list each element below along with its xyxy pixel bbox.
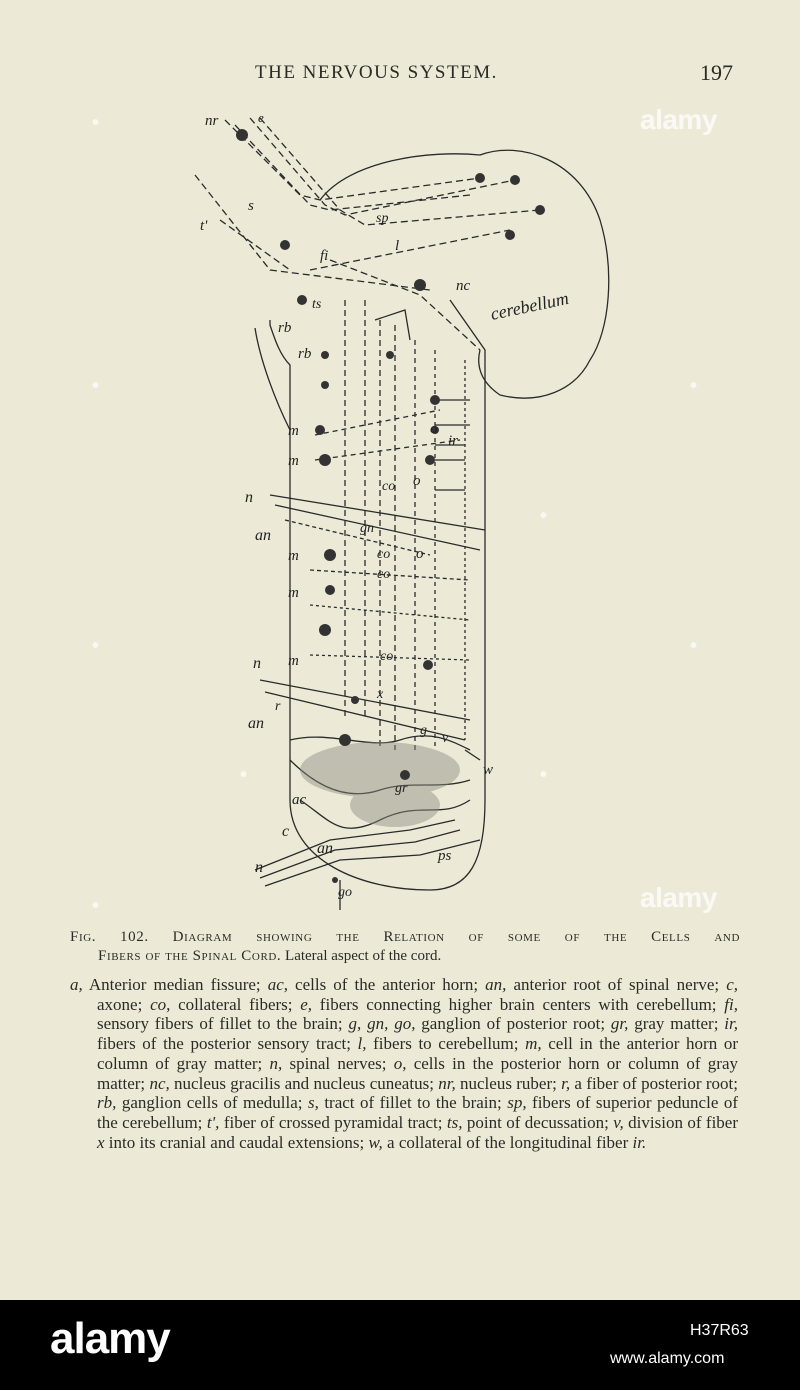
legend-description: Anterior median fissure; [82, 975, 268, 994]
label-m-5: m [288, 653, 299, 669]
legend-description: ganglion cells of medulla; [116, 1093, 308, 1113]
label-co-3: co [377, 567, 391, 582]
legend-term: an, [485, 975, 507, 994]
legend-term: c, [726, 975, 738, 994]
label-an-3: an [317, 840, 333, 857]
label-o-1: o [430, 421, 438, 437]
page-number: 197 [700, 60, 733, 85]
caption-line-2 [70, 947, 740, 966]
label-ps: ps [438, 848, 452, 864]
label-c: c [282, 823, 290, 840]
image-id: H37R63 [690, 1322, 749, 1339]
label-n-2: n [253, 655, 261, 672]
watermark-dot: • [92, 895, 100, 917]
legend-description: anterior root of spinal nerve; [506, 975, 727, 994]
label-t-prime: t' [200, 218, 208, 234]
legend-item [358, 1034, 526, 1053]
legend-term: ac, [267, 975, 288, 994]
footer-logo: alamy [50, 1314, 170, 1363]
watermark-dot: • [540, 764, 548, 786]
legend-term: co, [150, 994, 171, 1014]
legend-description: fiber of crossed pyramidal tract; [219, 1112, 447, 1132]
legend-term: a, [70, 975, 83, 994]
page-title: THE NERVOUS SYSTEM. [255, 62, 498, 83]
legend-description: sensory fibers of fillet to the brain; [97, 1014, 349, 1034]
legend-description: axone; [97, 994, 151, 1014]
label-rb-2: rb [298, 346, 312, 362]
watermark-dot: • [240, 764, 248, 786]
label-o-2: o [413, 473, 421, 489]
label-l: l [395, 238, 400, 254]
label-sp: sp [376, 211, 389, 226]
label-ac: ac [292, 792, 307, 808]
watermark-dot: • [92, 375, 100, 397]
legend-paragraph [70, 975, 738, 1152]
legend-description: into its cranial and caudal extensions; [104, 1132, 369, 1152]
legend-description: fibers of superior peduncle of the cerebellum; [97, 1093, 738, 1132]
label-r: r [275, 699, 281, 714]
label-nr: nr [205, 113, 219, 129]
legend-description: division of fiber [623, 1112, 738, 1132]
spinal-cord-diagram [180, 100, 620, 920]
legend-description: cells in the posterior horn or column of gray matter; [97, 1053, 738, 1093]
legend-description: ganglion of posterior root; [415, 1014, 611, 1034]
watermark-middle: alamy [640, 882, 717, 913]
label-m-4: m [288, 585, 299, 601]
legend-description: spinal nerves; [282, 1053, 394, 1073]
legend-item [613, 1113, 738, 1132]
legend-item [97, 1133, 368, 1152]
legend-description: nucleus ruber; [455, 1073, 562, 1093]
figure-caption [70, 928, 740, 966]
legend-description: cells of the anterior horn; [288, 975, 486, 994]
legend-description: tract of fillet to the brain; [318, 1093, 508, 1113]
legend-item [633, 1133, 647, 1152]
legend-term: rb, [97, 1093, 117, 1113]
label-nc: nc [456, 278, 471, 294]
watermark-dot: • [690, 375, 698, 397]
label-n-1: n [245, 489, 253, 506]
legend-term: nc, [149, 1073, 170, 1093]
label-v: v [442, 731, 449, 746]
legend-description: fibers to cerebellum; [366, 1034, 526, 1054]
legend-term: m, [525, 1034, 542, 1054]
legend-description: nucleus gracilis and nucleus cuneatus; [169, 1073, 439, 1093]
stock-footer [0, 1300, 800, 1390]
caption-title-part: Fibers of the Spinal Cord. [98, 948, 282, 964]
legend-item [438, 1074, 561, 1093]
legend-description: gray matter; [628, 1014, 725, 1034]
legend-item [561, 1074, 738, 1093]
legend-item [268, 975, 485, 994]
legend-term: e, [300, 994, 313, 1014]
legend-description: a collateral of the longitudinal fiber [382, 1132, 633, 1152]
legend-term: x [97, 1132, 105, 1152]
legend-term: sp, [507, 1093, 527, 1113]
legend-item [447, 1113, 613, 1132]
legend-description: fibers of the posterior sensory tract; [97, 1034, 358, 1054]
legend-term: s, [307, 1093, 319, 1113]
legend-term: w, [368, 1132, 383, 1152]
legend-term: o, [393, 1053, 407, 1073]
label-ir: ir [448, 433, 459, 449]
legend-description: point of decussation; [462, 1112, 614, 1132]
label-ts: ts [312, 297, 322, 312]
label-m-3: m [288, 548, 299, 564]
legend-item [485, 975, 726, 994]
label-n-3: n [255, 859, 263, 876]
legend-description: collateral fibers; [170, 994, 301, 1014]
legend-item [97, 1093, 308, 1112]
caption-description: Lateral aspect of the cord. [281, 948, 442, 964]
legend-item [150, 995, 300, 1014]
legend-item [611, 1014, 724, 1033]
legend-item [300, 995, 724, 1014]
legend-item [70, 975, 268, 994]
label-rb-1: rb [278, 320, 292, 336]
legend-term: l, [357, 1034, 367, 1054]
legend-item [270, 1054, 394, 1073]
legend-term: r, [561, 1073, 571, 1093]
label-g: g [420, 723, 427, 738]
label-w: w [483, 762, 494, 778]
label-co-1: co [382, 479, 396, 494]
legend-item [368, 1133, 632, 1152]
watermark-dot: • [690, 635, 698, 657]
legend-term: ts, [446, 1112, 463, 1132]
label-o-3: o [416, 546, 424, 562]
label-x: x [377, 687, 384, 702]
label-cerebellum: cerebellum [488, 287, 571, 324]
label-go: go [338, 885, 352, 900]
label-gn: gn [360, 521, 374, 536]
label-m-1: m [288, 423, 299, 439]
legend-term: n, [269, 1053, 283, 1073]
caption-line-1: Fig. 102. Diagram showing the Relation of some of the Cells and [70, 929, 740, 945]
watermark-dot: • [92, 112, 100, 134]
label-e: e [258, 110, 264, 125]
legend-term: ir, [724, 1014, 738, 1034]
figure-legend [70, 975, 738, 1152]
legend-term: v, [613, 1112, 624, 1132]
label-fi: fi [320, 248, 329, 264]
legend-item [349, 1014, 611, 1033]
label-gr: gr [395, 781, 408, 796]
label-an-1: an [255, 527, 271, 544]
legend-term: ir. [632, 1132, 647, 1152]
running-head [0, 60, 800, 90]
legend-item [207, 1113, 447, 1132]
label-an-2: an [248, 715, 264, 732]
watermark-dot: • [540, 505, 548, 527]
legend-term: fi, [724, 994, 738, 1014]
label-s: s [248, 198, 254, 214]
legend-term: g, gn, go, [348, 1014, 416, 1034]
legend-description: cell in the anterior horn or column of gray matter; [97, 1034, 738, 1073]
footer-url: www.alamy.com [610, 1350, 725, 1367]
legend-description: a fiber of posterior root; [570, 1073, 738, 1093]
legend-description: fibers connecting higher brain centers with cerebellum; [312, 994, 725, 1014]
watermark-dot: • [92, 635, 100, 657]
legend-term: t', [206, 1112, 220, 1132]
watermark-top: alamy [640, 104, 717, 135]
label-co-4: co [380, 649, 394, 664]
legend-item [308, 1093, 507, 1112]
label-m-2: m [288, 453, 299, 469]
legend-item [149, 1074, 438, 1093]
legend-term: nr, [438, 1073, 456, 1093]
label-co-2: co [377, 547, 391, 562]
legend-term: gr, [610, 1014, 629, 1034]
